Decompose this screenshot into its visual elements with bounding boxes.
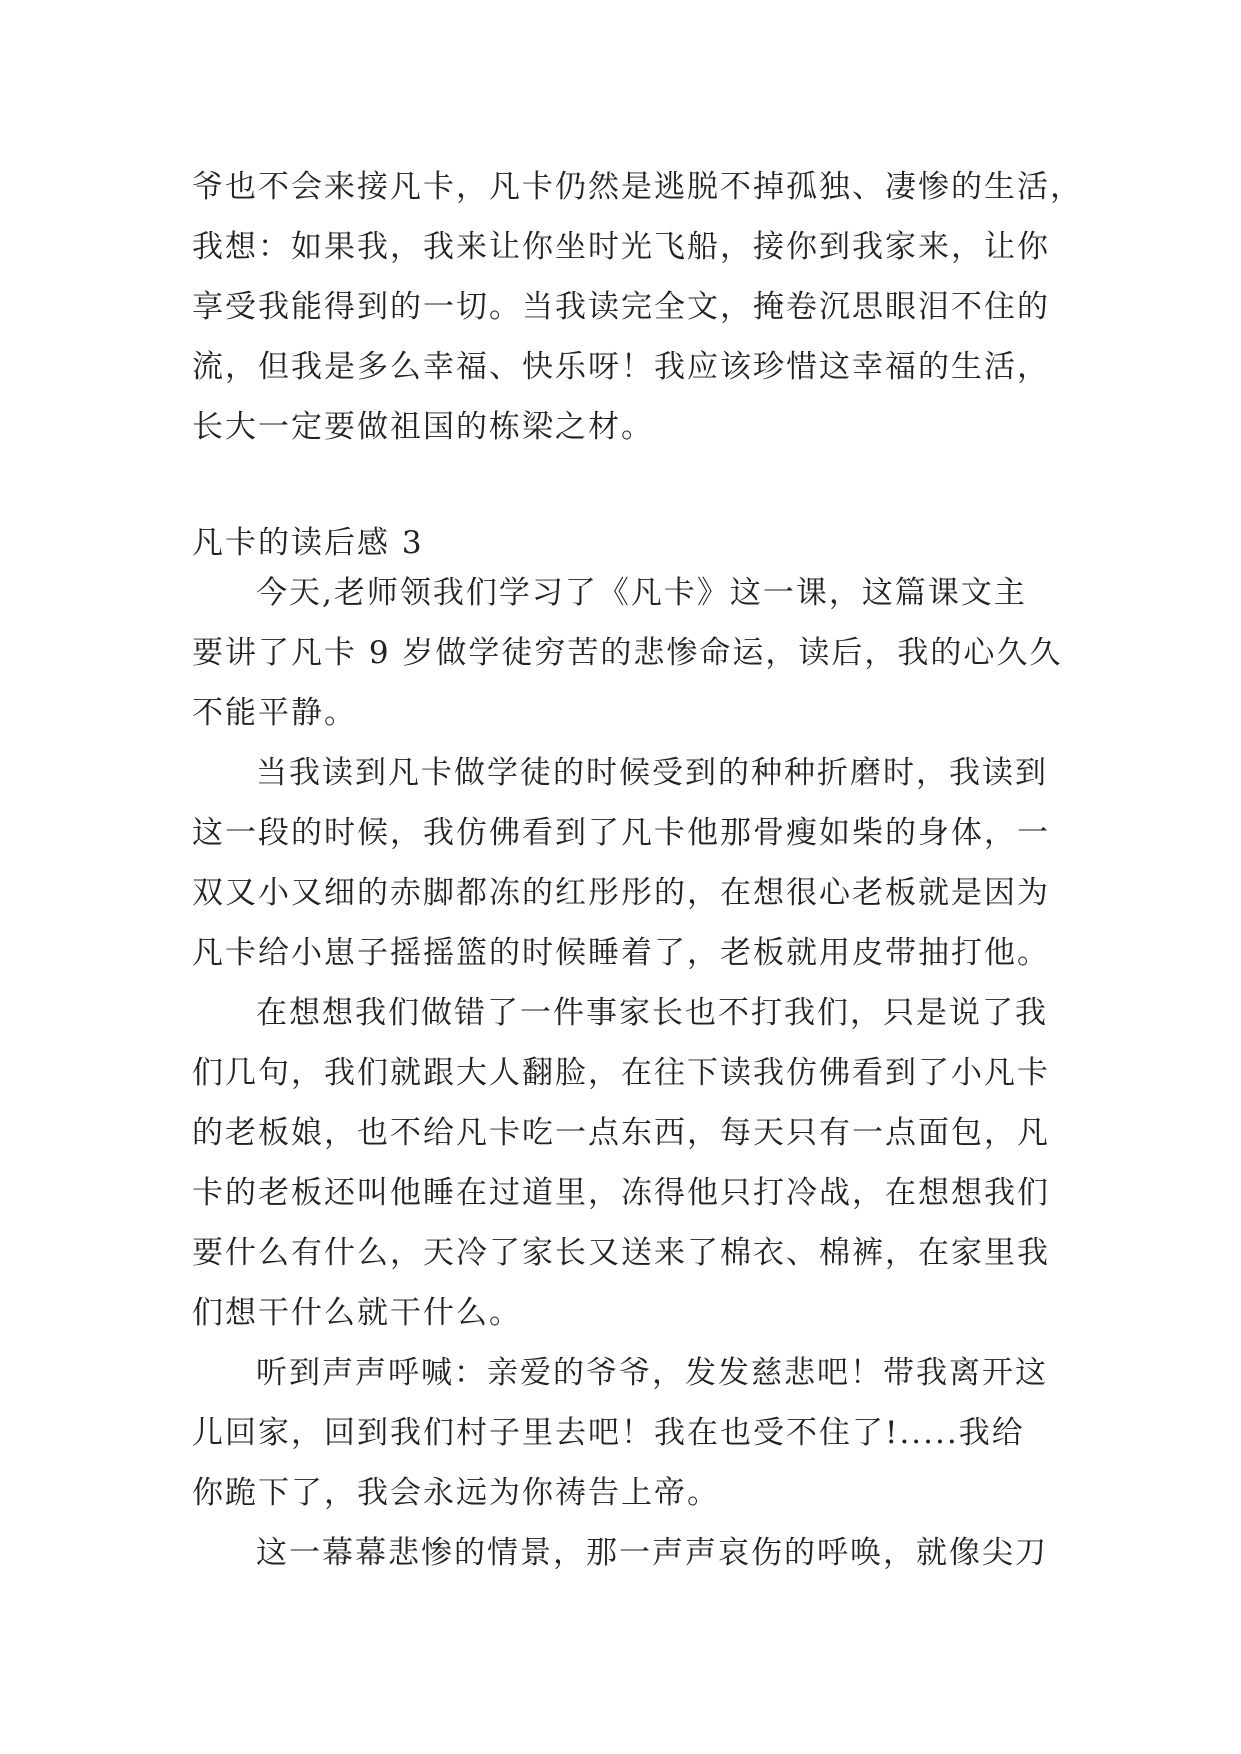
text-line: 们想干什么就干什么。 bbox=[192, 1295, 522, 1331]
text-line: 的老板娘，也不给凡卡吃一点东西，每天只有一点面包，凡 bbox=[192, 1115, 1050, 1151]
text-line: 们几句，我们就跟大人翻脸，在往下读我仿佛看到了小凡卡 bbox=[192, 1055, 1050, 1091]
section-heading: 凡卡的读后感 3 bbox=[192, 525, 424, 561]
text-line: 要什么有什么，天冷了家长又送来了棉衣、棉裤，在家里我 bbox=[192, 1235, 1050, 1271]
text-line: 卡的老板还叫他睡在过道里，冻得他只打冷战，在想想我们 bbox=[192, 1175, 1050, 1211]
text-line: 儿回家，回到我们村子里去吧！我在也受不住了!.....我给 bbox=[192, 1415, 1025, 1451]
paragraph bbox=[192, 1343, 1072, 1523]
paragraph bbox=[192, 1523, 1072, 1583]
continuation-paragraph bbox=[192, 157, 1083, 457]
text-line: 听到声声呼喊：亲爱的爷爷，发发慈悲吧！带我离开这 bbox=[256, 1355, 1048, 1391]
text-line: 这一段的时候，我仿佛看到了凡卡他那骨瘦如柴的身体，一 bbox=[192, 815, 1050, 851]
text-line: 今天,老师领我们学习了《凡卡》这一课，这篇课文主 bbox=[256, 575, 1027, 611]
text-line: 爷也不会来接凡卡，凡卡仍然是逃脱不掉孤独、凄惨的生活， bbox=[192, 169, 1083, 205]
text-line: 这一幕幕悲惨的情景，那一声声哀伤的呼唤，就像尖刀 bbox=[256, 1535, 1048, 1571]
text-line: 你跪下了，我会永远为你祷告上帝。 bbox=[192, 1475, 720, 1511]
text-line: 凡卡给小崽子摇摇篮的时候睡着了，老板就用皮带抽打他。 bbox=[192, 935, 1050, 971]
text-line: 流，但我是多么幸福、快乐呀！我应该珍惜这幸福的生活， bbox=[192, 349, 1050, 385]
text-line: 享受我能得到的一切。当我读完全文，掩卷沉思眼泪不住的 bbox=[192, 289, 1050, 325]
text-line: 要讲了凡卡 9 岁做学徒穷苦的悲惨命运，读后，我的心久久 bbox=[192, 635, 1063, 671]
text-line: 我想：如果我，我来让你坐时光飞船，接你到我家来，让你 bbox=[192, 229, 1050, 265]
paragraph bbox=[192, 563, 1072, 743]
text-line: 不能平静。 bbox=[192, 695, 357, 731]
text-line: 当我读到凡卡做学徒的时候受到的种种折磨时，我读到 bbox=[256, 755, 1048, 791]
text-line: 在想想我们做错了一件事家长也不打我们，只是说了我 bbox=[256, 995, 1048, 1031]
text-line: 双又小又细的赤脚都冻的红彤彤的，在想很心老板就是因为 bbox=[192, 875, 1050, 911]
section-body bbox=[192, 563, 1072, 1583]
text-line: 长大一定要做祖国的栋梁之材。 bbox=[192, 409, 654, 445]
paragraph bbox=[192, 743, 1072, 983]
paragraph bbox=[192, 983, 1072, 1343]
